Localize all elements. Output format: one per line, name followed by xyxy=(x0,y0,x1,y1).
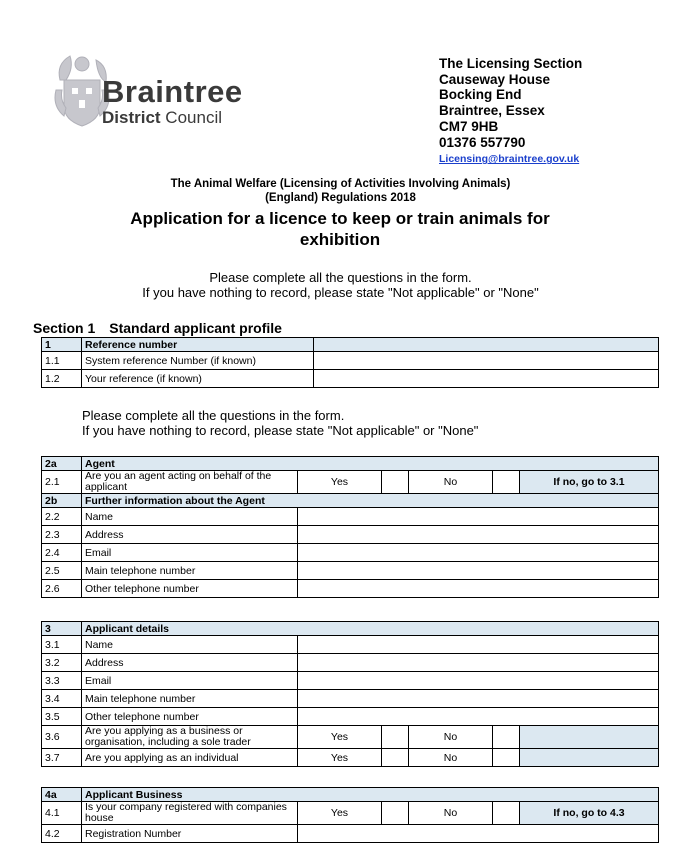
row-label: Email xyxy=(82,672,298,690)
row-label: Other telephone number xyxy=(82,580,298,598)
address-block xyxy=(439,56,582,168)
header-num: 2a xyxy=(42,457,82,471)
row-label: Address xyxy=(82,654,298,672)
yes-checkbox[interactable] xyxy=(382,726,409,749)
row-label: Other telephone number xyxy=(82,708,298,726)
header-label: Applicant Business xyxy=(82,788,659,802)
shaded-cell xyxy=(520,749,659,767)
row-label: System reference Number (if known) xyxy=(82,352,314,370)
table-row xyxy=(42,580,659,598)
table-row xyxy=(42,690,659,708)
header-label: Agent xyxy=(82,457,659,471)
answer-field[interactable] xyxy=(298,636,659,654)
table-row xyxy=(42,544,659,562)
section-heading xyxy=(33,320,282,336)
yes-label: Yes xyxy=(298,749,382,767)
phone-number: 01376 557790 xyxy=(439,134,526,150)
table-header xyxy=(42,788,659,802)
council-logo xyxy=(52,50,262,135)
row-num: 2.2 xyxy=(42,508,82,526)
table-header xyxy=(42,338,659,352)
table-header xyxy=(42,622,659,636)
row-num: 3.5 xyxy=(42,708,82,726)
address-line: The Licensing Section xyxy=(439,56,583,71)
skip-note: If no, go to 4.3 xyxy=(520,802,659,825)
row-num: 2.3 xyxy=(42,526,82,544)
email-link[interactable]: Licensing@braintree.gov.uk xyxy=(439,153,580,166)
row-label: Name xyxy=(82,508,298,526)
answer-field[interactable] xyxy=(298,708,659,726)
instructions-repeat xyxy=(82,408,478,438)
instruction-line: If you have nothing to record, please state "Not applicable" or "None" xyxy=(82,423,479,438)
row-num: 3.3 xyxy=(42,672,82,690)
row-num: 2.6 xyxy=(42,580,82,598)
table-row xyxy=(42,825,659,843)
table-row xyxy=(42,526,659,544)
instructions xyxy=(0,270,681,300)
no-checkbox[interactable] xyxy=(493,471,520,494)
no-label: No xyxy=(409,471,493,494)
yes-label: Yes xyxy=(298,802,382,825)
yes-checkbox[interactable] xyxy=(382,802,409,825)
instruction-line: Please complete all the questions in the form. xyxy=(82,408,345,423)
answer-field[interactable] xyxy=(298,508,659,526)
table-row xyxy=(42,654,659,672)
row-num: 2.1 xyxy=(42,471,82,494)
table-row xyxy=(42,471,659,494)
header-num: 3 xyxy=(42,622,82,636)
address-line: Braintree, Essex xyxy=(439,103,545,119)
no-label: No xyxy=(409,726,493,749)
table-row xyxy=(42,352,659,370)
row-label: Email xyxy=(82,544,298,562)
row-label: Is your company registered with companies house xyxy=(82,802,298,825)
reference-table xyxy=(41,337,659,388)
answer-field[interactable] xyxy=(298,672,659,690)
row-label: Are you applying as a business or organisation, including a sole trader xyxy=(82,726,298,749)
row-num: 2.5 xyxy=(42,562,82,580)
answer-field[interactable] xyxy=(298,690,659,708)
header-fill xyxy=(314,338,659,352)
yes-label: Yes xyxy=(298,471,382,494)
header-label: Further information about the Agent xyxy=(82,494,659,508)
section-title: Standard applicant profile xyxy=(109,320,282,336)
no-checkbox[interactable] xyxy=(493,726,520,749)
row-num: 1.2 xyxy=(42,370,82,388)
instruction-line: If you have nothing to record, please state "Not applicable" or "None" xyxy=(142,285,539,300)
address-line: Bocking End xyxy=(439,87,522,103)
yes-label: Yes xyxy=(298,726,382,749)
instruction-line: Please complete all the questions in the form. xyxy=(209,270,472,285)
no-label: No xyxy=(409,749,493,767)
row-label: Address xyxy=(82,526,298,544)
row-num: 3.1 xyxy=(42,636,82,654)
table-row xyxy=(42,636,659,654)
logo-title: Braintree xyxy=(102,74,243,109)
answer-field[interactable] xyxy=(314,352,659,370)
row-label: Your reference (if known) xyxy=(82,370,314,388)
row-num: 4.2 xyxy=(42,825,82,843)
yes-checkbox[interactable] xyxy=(382,749,409,767)
row-label: Registration Number xyxy=(82,825,298,843)
row-label: Main telephone number xyxy=(82,690,298,708)
header-num: 4a xyxy=(42,788,82,802)
table-row xyxy=(42,802,659,825)
section-number: Section 1 xyxy=(33,320,96,336)
table-row xyxy=(42,726,659,749)
answer-field[interactable] xyxy=(298,562,659,580)
answer-field[interactable] xyxy=(298,580,659,598)
row-num: 1.1 xyxy=(42,352,82,370)
row-num: 3.4 xyxy=(42,690,82,708)
answer-field[interactable] xyxy=(298,654,659,672)
row-label: Main telephone number xyxy=(82,562,298,580)
row-label: Are you an agent acting on behalf of the applicant xyxy=(82,471,298,494)
address-line: Causeway House xyxy=(439,71,551,87)
header-num: 1 xyxy=(42,338,82,352)
table-row xyxy=(42,672,659,690)
table-row xyxy=(42,508,659,526)
regulation-heading xyxy=(0,178,681,205)
business-table xyxy=(41,787,659,843)
answer-field[interactable] xyxy=(314,370,659,388)
answer-field[interactable] xyxy=(298,825,659,843)
header-label: Reference number xyxy=(82,338,314,352)
row-label: Are you applying as an individual xyxy=(82,749,298,767)
table-header xyxy=(42,494,659,508)
row-num: 3.6 xyxy=(42,726,82,749)
logo-subtitle: District Council xyxy=(102,108,222,127)
regulation-line: The Animal Welfare (Licensing of Activities Involving Animals) xyxy=(170,178,511,190)
row-num: 2.4 xyxy=(42,544,82,562)
row-num: 3.2 xyxy=(42,654,82,672)
no-label: No xyxy=(409,802,493,825)
no-checkbox[interactable] xyxy=(493,802,520,825)
table-row xyxy=(42,370,659,388)
header-num: 2b xyxy=(42,494,82,508)
row-label: Name xyxy=(82,636,298,654)
row-num: 3.7 xyxy=(42,749,82,767)
row-num: 4.1 xyxy=(42,802,82,825)
table-header xyxy=(42,457,659,471)
header-label: Applicant details xyxy=(82,622,659,636)
address-line: CM7 9HB xyxy=(439,118,499,134)
no-checkbox[interactable] xyxy=(493,749,520,767)
shaded-cell xyxy=(520,726,659,749)
skip-note: If no, go to 3.1 xyxy=(520,471,659,494)
yes-checkbox[interactable] xyxy=(382,471,409,494)
page-title: Application for a licence to keep or train animals for exhibition xyxy=(130,209,550,249)
answer-field[interactable] xyxy=(298,544,659,562)
answer-field[interactable] xyxy=(298,526,659,544)
applicant-table xyxy=(41,621,659,767)
table-row xyxy=(42,749,659,767)
agent-table xyxy=(41,456,659,598)
table-row xyxy=(42,562,659,580)
regulation-line: (England) Regulations 2018 xyxy=(265,191,416,204)
table-row xyxy=(42,708,659,726)
